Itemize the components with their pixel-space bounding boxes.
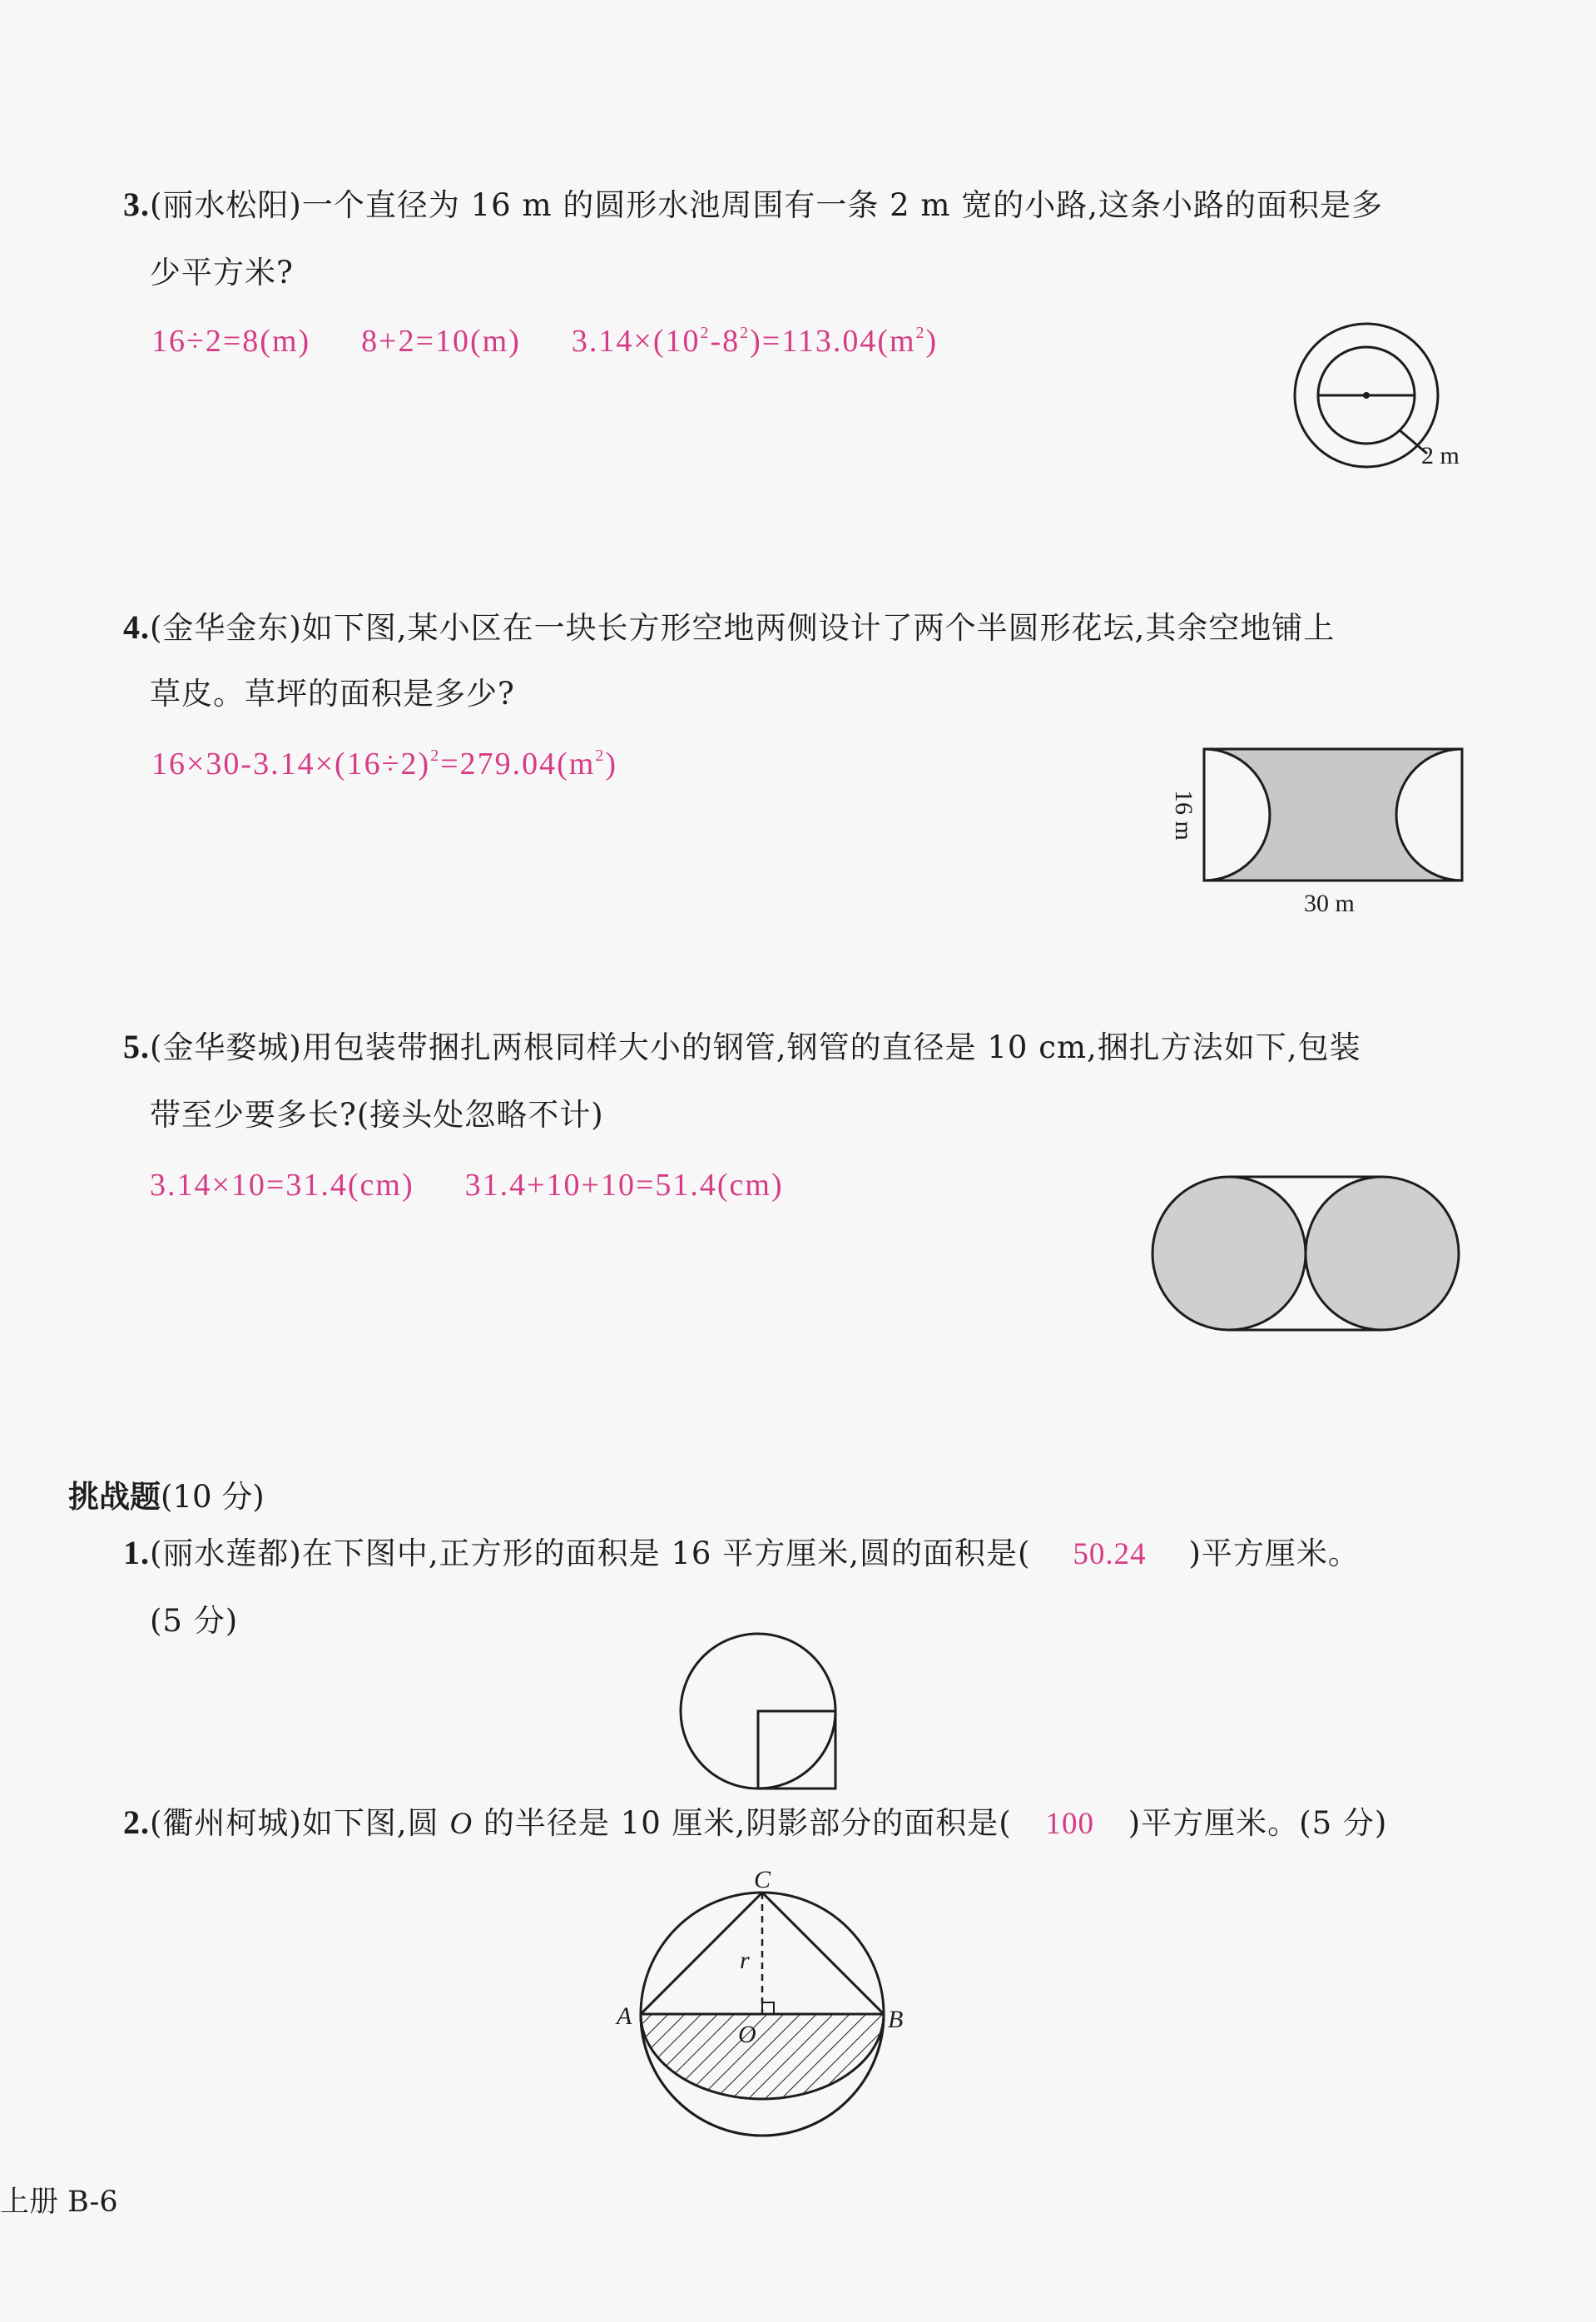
c2-var-o: O: [449, 1807, 473, 1841]
c2-line1: [123, 1801, 1387, 1846]
q5-answer: [150, 1163, 784, 1207]
q5-text-line1: (金华婺城)用包装带捆扎两根同样大小的钢管,钢管的直径是 10 cm,捆扎方法如下,包装: [150, 1030, 1361, 1065]
c1-number: 1.: [123, 1534, 150, 1571]
c1-text-a: (丽水莲都)在下图中,正方形的面积是 16 平方厘米,圆的面积是(: [150, 1536, 1031, 1571]
page-footer: 上册 B-6: [0, 2186, 118, 2219]
q3-text-line2: 少平方米?: [150, 255, 294, 290]
q4-fig-width: 30 m: [1304, 890, 1355, 917]
c1-text-b: )平方厘米。: [1188, 1536, 1360, 1571]
q3-text-line1: (丽水松阳)一个直径为 16 m 的圆形水池周围有一条 2 m 宽的小路,这条小路的面积是多: [150, 187, 1383, 223]
q4-answer: $16\times 30-3.14\times(16\div 2)^2=279.04(m^2)$: [151, 747, 617, 781]
q4-fig-height: 16 m: [1170, 790, 1197, 841]
q3-answer-step2: 8+2=10(m): [361, 324, 521, 359]
q4-line1: [123, 606, 1335, 650]
c2-circle-figure: [612, 1866, 919, 2156]
q3-ring-figure: [1273, 320, 1473, 479]
c2-label-a: A: [617, 2002, 632, 2030]
c2-label-o: O: [738, 2021, 756, 2048]
c2-text-c: )平方厘米。(5 分): [1128, 1805, 1388, 1841]
c2-label-b: B: [888, 2006, 904, 2033]
q3-line1: [123, 183, 1383, 227]
q5-line1: [123, 1025, 1361, 1069]
c1-text-line2: (5 分): [150, 1603, 239, 1639]
c2-label-c: C: [754, 1866, 771, 1893]
c2-text-b: 的半径是 10 厘米,阴影部分的面积是(: [473, 1805, 1012, 1841]
q5-answer-step2: 31.4+10+10=51.4(cm): [464, 1168, 784, 1203]
c1-circle-square-figure: [678, 1631, 845, 1798]
q5-number: 5.: [123, 1028, 150, 1065]
c2-number: 2.: [123, 1804, 150, 1841]
c2-text-a: (衢州柯城)如下图,圆: [150, 1805, 450, 1841]
c2-answer: 100: [1045, 1807, 1094, 1841]
q3-answer: [151, 320, 938, 363]
q4-number: 4.: [123, 608, 150, 646]
q5-pipes-figure: [1144, 1169, 1477, 1336]
q3-fig-label: 2 m: [1421, 442, 1460, 469]
q3-answer-step1: 16÷2=8(m): [151, 324, 311, 359]
challenge-score: (10 分): [161, 1479, 265, 1515]
q5-text-line2: 带至少要多长?(接头处忽略不计): [150, 1097, 604, 1133]
q3-number: 3.: [123, 186, 150, 223]
q4-rectangle-figure: [1161, 745, 1477, 924]
challenge-title: 挑战题: [68, 1478, 161, 1515]
q4-text-line1: (金华金东)如下图,某小区在一块长方形空地两侧设计了两个半圆形花坛,其余空地铺上: [150, 610, 1336, 646]
c1-line1: [123, 1531, 1360, 1576]
c1-answer: 50.24: [1073, 1537, 1147, 1571]
q5-answer-step1: 3.14×10=31.4(cm): [150, 1168, 414, 1203]
q4-text-line2: 草皮。草坪的面积是多少?: [150, 676, 515, 712]
challenge-heading: [68, 1475, 265, 1519]
c2-label-r: r: [740, 1947, 750, 1974]
q3-answer-step3: $3.14\times(10^2-8^2)=113.04(m^2)$: [571, 324, 939, 359]
